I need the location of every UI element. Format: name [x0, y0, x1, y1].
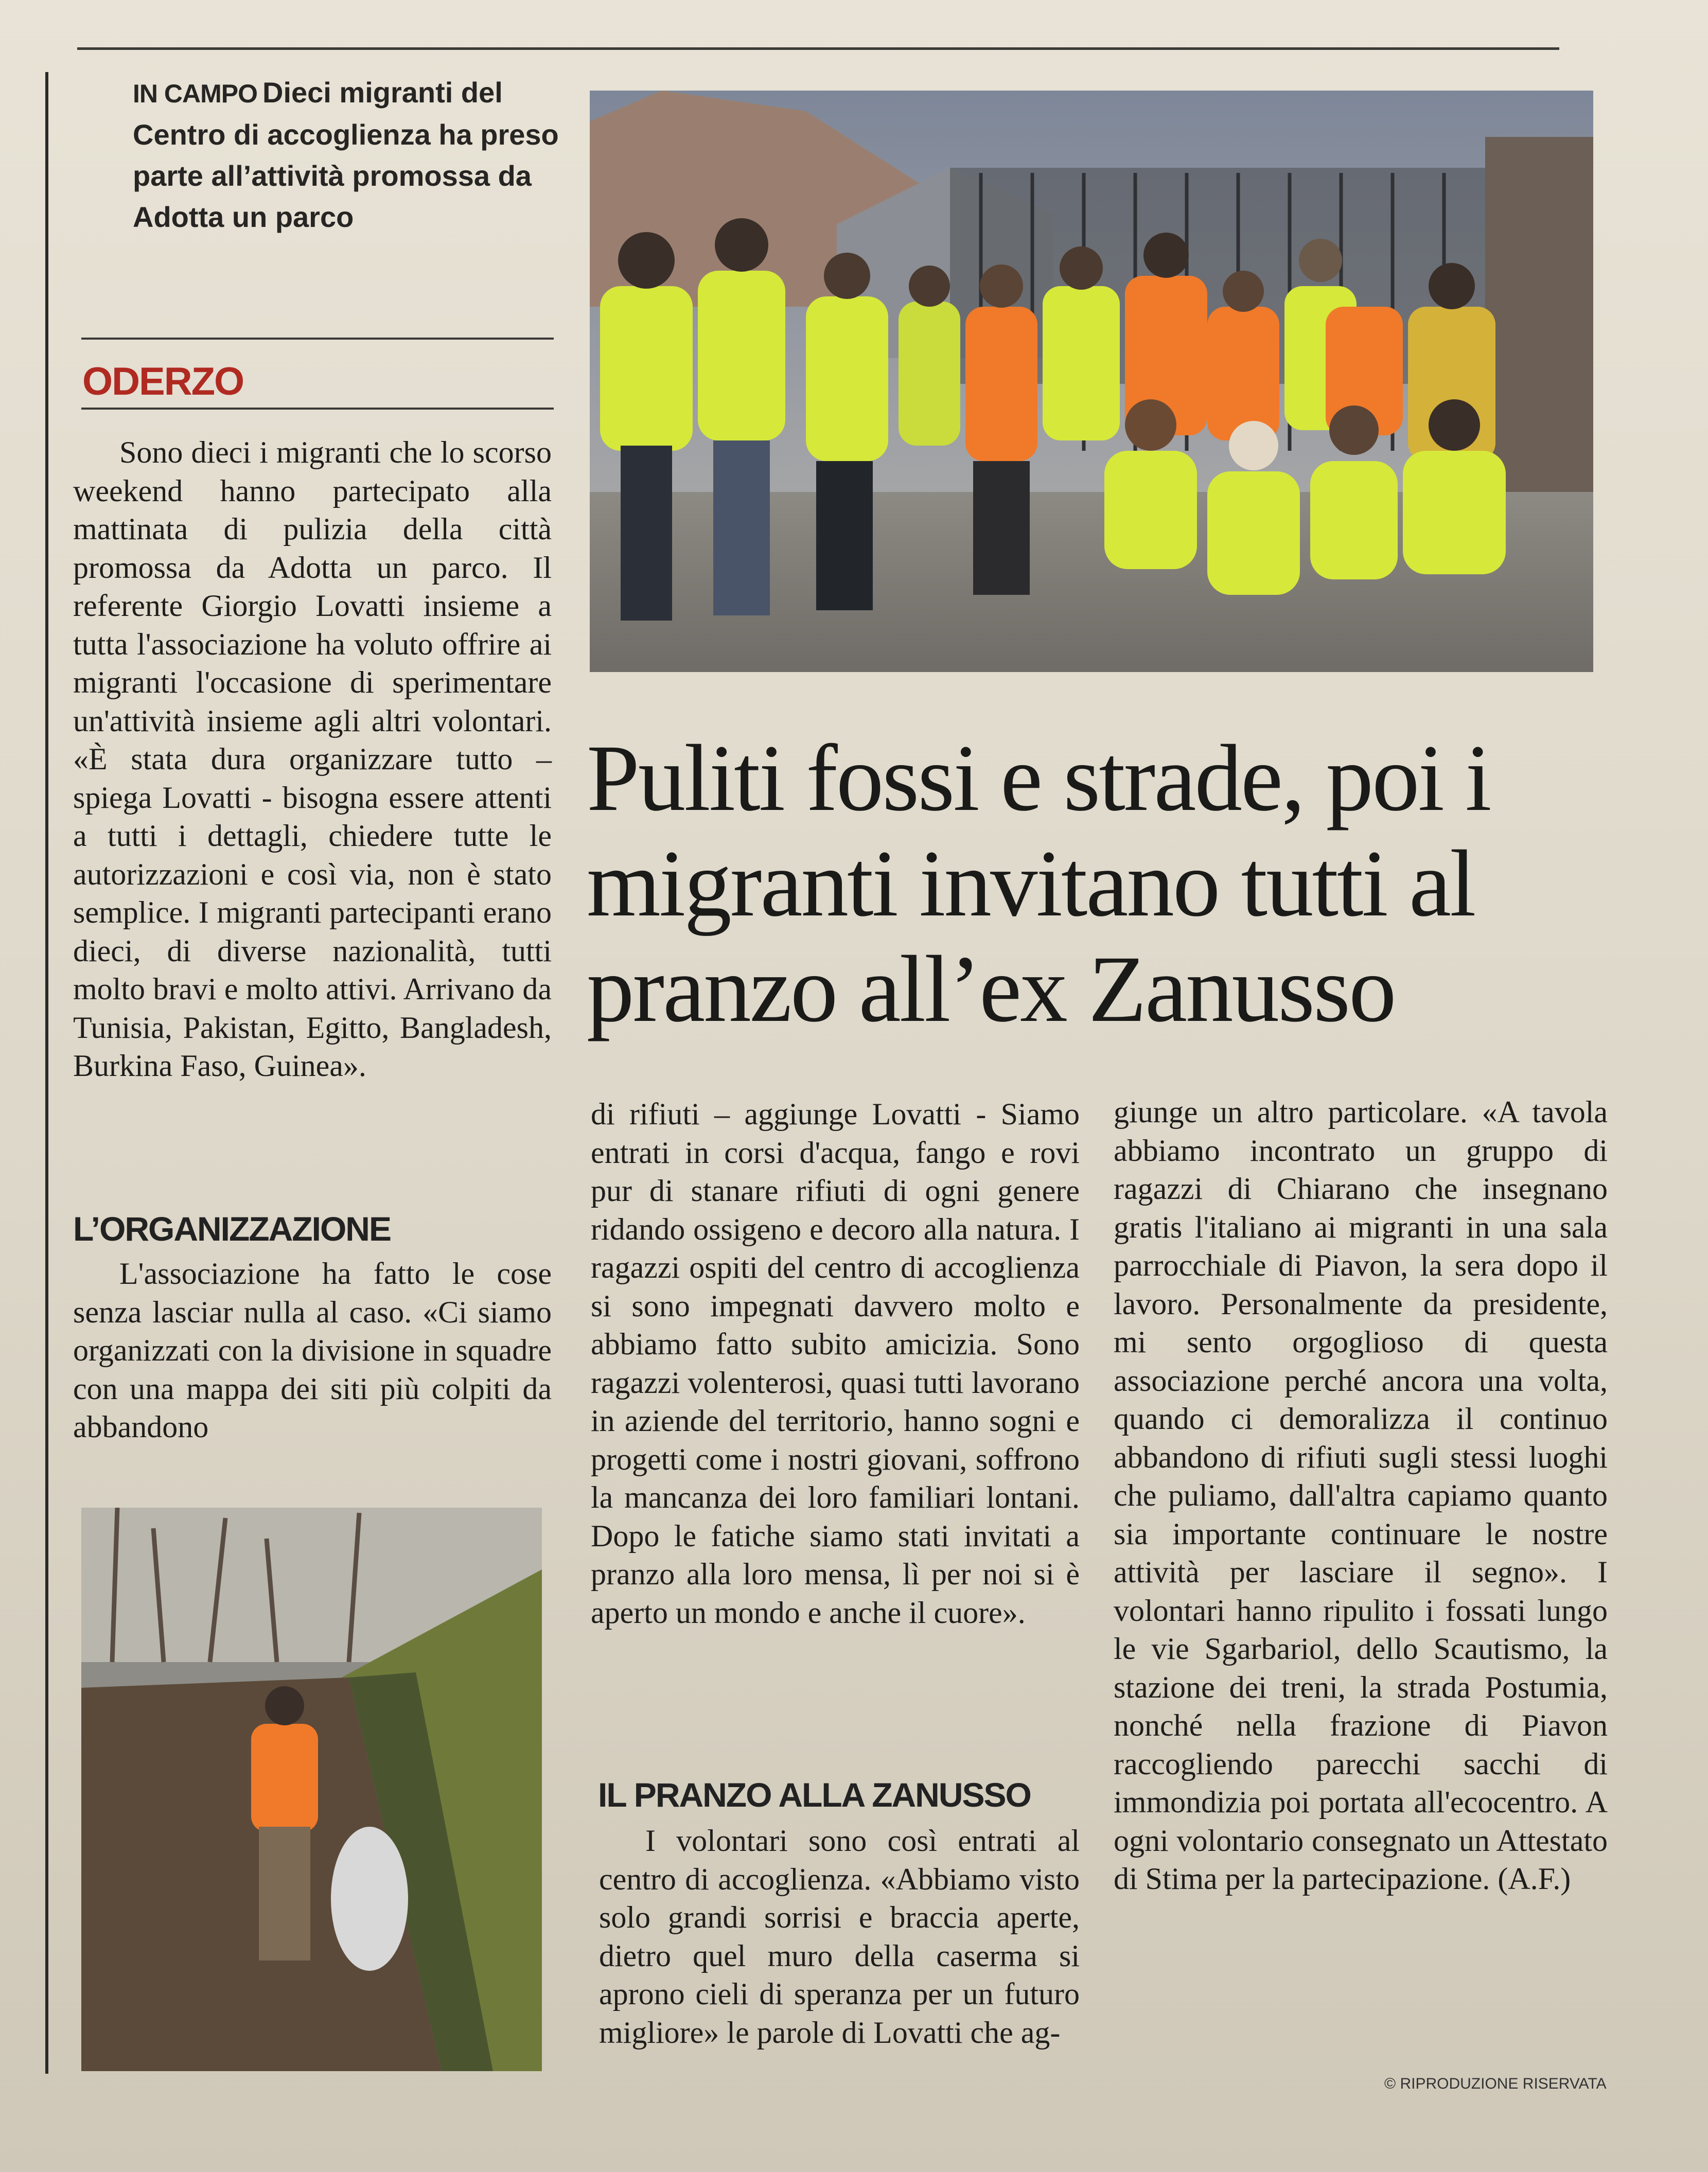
column-3-paragraph-1: giunge un altro particolare. «A tavola abbiamo incontrato un gruppo di ragazzi di Chiarano che insegnano gratis l'italiano ai migranti in una sala parrocchiale di Piavon, la sera dopo il lavoro. Personalmente da presidente, mi sento orgoglioso di questa associazione perché ancora una volta, quando ci demoralizza il continuo abbandono di rifiuti sugli stessi luoghi che puliamo, dall'altra capiamo quanto sia importante continuare le nostre attività per lasciare il segno». I volontari hanno ripulito i fossati lungo le vie Sgarbariol, dello Scautismo, la stazione dei treni, la strada Postumia, nonché nella frazione di Piavon raccogliendo parecchi sacchi di immondizia poi portata all'ecocentro. A ogni volontario consegnato un Attestato di Stima per la partecipazione. (A.F.) — [1114, 1095, 1608, 1896]
top-rule — [77, 47, 1559, 50]
photo-caption — [133, 72, 575, 238]
column-3-text — [1114, 1093, 1608, 1898]
column-1-text — [73, 433, 552, 1085]
subhead-organizzazione: L’ORGANIZZAZIONE — [73, 1210, 391, 1248]
column-1-continued — [73, 1255, 552, 1446]
caption-kicker: IN CAMPO — [133, 79, 257, 108]
column-2-paragraph-1: di rifiuti – aggiunge Lovatti - Siamo entrati in corsi d'acqua, fango e rovi pur di stanare rifiuti di ogni genere ridando ossigeno e decoro alla natura. I ragazzi ospiti del centro di accoglienza si sono impegnati davvero molto e abbiamo fatto subito amicizia. Sono ragazzi volenterosi, quasi tutti lavorano in aziende del territorio, hanno sogni e progetti come i nostri giovani, soffrono la mancanza dei loro familiari lontani. Dopo le fatiche siamo stati invitati a pranzo alla loro mensa, lì per noi si è aperto un mondo e anche il cuore». — [591, 1097, 1080, 1630]
headline: Puliti fossi e strade, poi i migranti invitano tutti al pranzo all’ex Zanusso — [587, 726, 1490, 1042]
copyright-credit: © RIPRODUZIONE RISERVATA — [1384, 2075, 1607, 2092]
section-rule-bottom — [81, 408, 554, 410]
caption-text: Dieci migranti del Centro di accoglienza ha preso parte all’attività promossa da Adotta un parco — [133, 76, 559, 233]
group-photo-illustration — [590, 91, 1593, 672]
group-photo — [590, 91, 1593, 672]
volunteer-photo — [81, 1508, 542, 2071]
column-1-paragraph-2: L'associazione ha fatto le cose senza lasciar nulla al caso. «Ci siamo organizzati con la divisione in squadre con una mappa dei siti più colpiti da abbandono — [73, 1257, 552, 1444]
column-2-continued — [599, 1822, 1080, 2052]
city-label: ODERZO — [82, 360, 244, 403]
volunteer-photo-illustration — [81, 1508, 542, 2071]
column-2-text — [591, 1095, 1080, 1632]
column-1-paragraph-1: Sono dieci i migranti che lo scorso weekend hanno partecipato alla mattinata di pulizia della città promossa da Adotta un parco. Il referente Giorgio Lovatti insieme a tutta l'associazione ha voluto offrire ai migranti l'occasione di sperimentare un'attività insieme agli altri volontari. «È stata dura organizzare tutto – spiega Lovatti - bisogna essere attenti a tutti i dettagli, chiedere tutte le autorizzazioni e così via, non è stato semplice. I migranti partecipanti erano dieci, di diverse nazionalità, tutti molto bravi e molto attivi. Arrivano da Tunisia, Pakistan, Egitto, Bangladesh, Burkina Faso, Guinea». — [73, 435, 552, 1083]
left-margin-rule — [45, 72, 48, 2074]
section-rule-top — [81, 338, 554, 340]
subhead-pranzo: IL PRANZO ALLA ZANUSSO — [598, 1776, 1031, 1814]
column-2-paragraph-2: I volontari sono così entrati al centro di accoglienza. «Abbiamo visto solo grandi sorrisi e braccia aperte, dietro quel muro della caserma si aprono cieli di speranza per un futuro migliore» le parole di Lovatti che ag- — [599, 1824, 1080, 2050]
